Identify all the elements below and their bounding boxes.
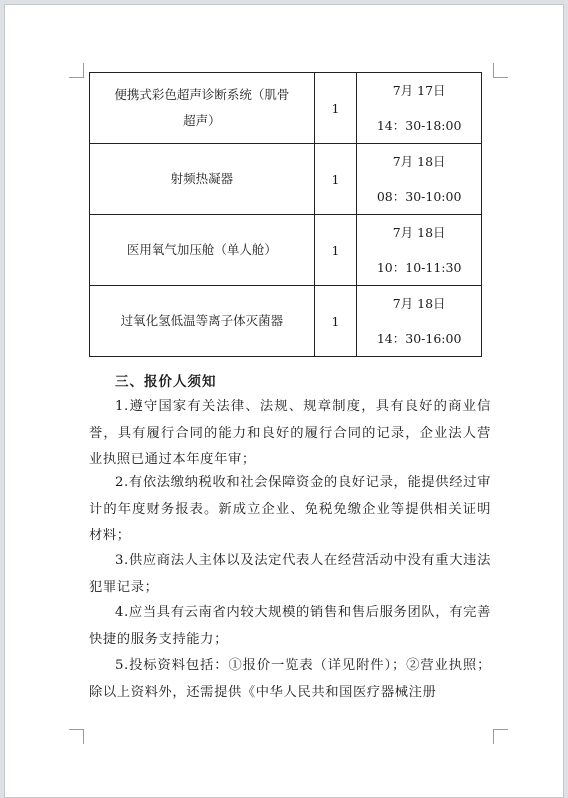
equipment-name-cell	[90, 215, 315, 286]
table-row	[90, 215, 482, 286]
equipment-name-line: 便携式彩色超声诊断系统（肌骨	[114, 87, 290, 102]
equipment-name-cell	[90, 286, 315, 357]
schedule-time: 10：10-11:30	[376, 260, 462, 275]
equipment-name-line: 医用氧气加压舱（单人舱）	[126, 242, 277, 257]
schedule-date: 7月 17日	[392, 83, 446, 98]
quantity-cell: 1	[314, 144, 357, 215]
schedule-cell	[357, 286, 482, 357]
schedule-time: 08：30-10:00	[376, 189, 462, 204]
schedule-cell	[357, 73, 482, 144]
section-heading: 三、报价人须知	[115, 374, 217, 390]
requirement-paragraph: 5.投标资料包括：①报价一览表（详见附件）；②营业执照；除以上资料外，还需提供《中华人民共和国医疗器械注册	[89, 658, 491, 700]
requirement-paragraph: 4.应当具有云南省内较大规模的销售和售后服务团队，有完善快捷的服务支持能力；	[89, 605, 491, 647]
quantity-cell: 1	[314, 286, 357, 357]
table-row	[90, 286, 482, 357]
equipment-name-cell	[90, 144, 315, 215]
equipment-name-cell	[90, 73, 315, 144]
quantity-cell: 1	[314, 73, 357, 144]
schedule-date: 7月 18日	[392, 296, 446, 311]
equipment-name-line: 过氧化氢低温等离子体灭菌器	[120, 313, 284, 328]
requirement-paragraph: 3.供应商法人主体以及法定代表人在经营活动中没有重大违法犯罪记录；	[89, 553, 491, 595]
requirement-paragraph: 2.有依法缴纳税收和社会保障资金的良好记录，能提供经过审计的年度财务报表。新成立企业、免税免缴企业等提供相关证明材料；	[89, 475, 491, 543]
schedule-cell	[357, 215, 482, 286]
crop-mark-bottom-right	[493, 729, 508, 744]
table-row	[90, 144, 482, 215]
schedule-date: 7月 18日	[392, 154, 446, 169]
crop-mark-bottom-left	[69, 729, 84, 744]
crop-mark-top-left	[69, 63, 84, 78]
document-page	[4, 4, 564, 798]
schedule-time: 14：30-16:00	[376, 331, 462, 346]
schedule-date: 7月 18日	[392, 225, 446, 240]
equipment-name-line: 射频热凝器	[170, 171, 234, 186]
schedule-time: 14：30-18:00	[376, 118, 462, 133]
crop-mark-top-right	[493, 63, 508, 78]
quantity-cell: 1	[314, 215, 357, 286]
schedule-cell	[357, 144, 482, 215]
table-row	[90, 73, 482, 144]
equipment-name-line: 超声）	[183, 113, 221, 128]
equipment-schedule-table	[89, 72, 482, 357]
requirement-paragraph: 1.遵守国家有关法律、法规、规章制度，具有良好的商业信誉，具有履行合同的能力和良好的履行合同的记录，企业法人营业执照已通过本年度年审；	[89, 399, 491, 467]
